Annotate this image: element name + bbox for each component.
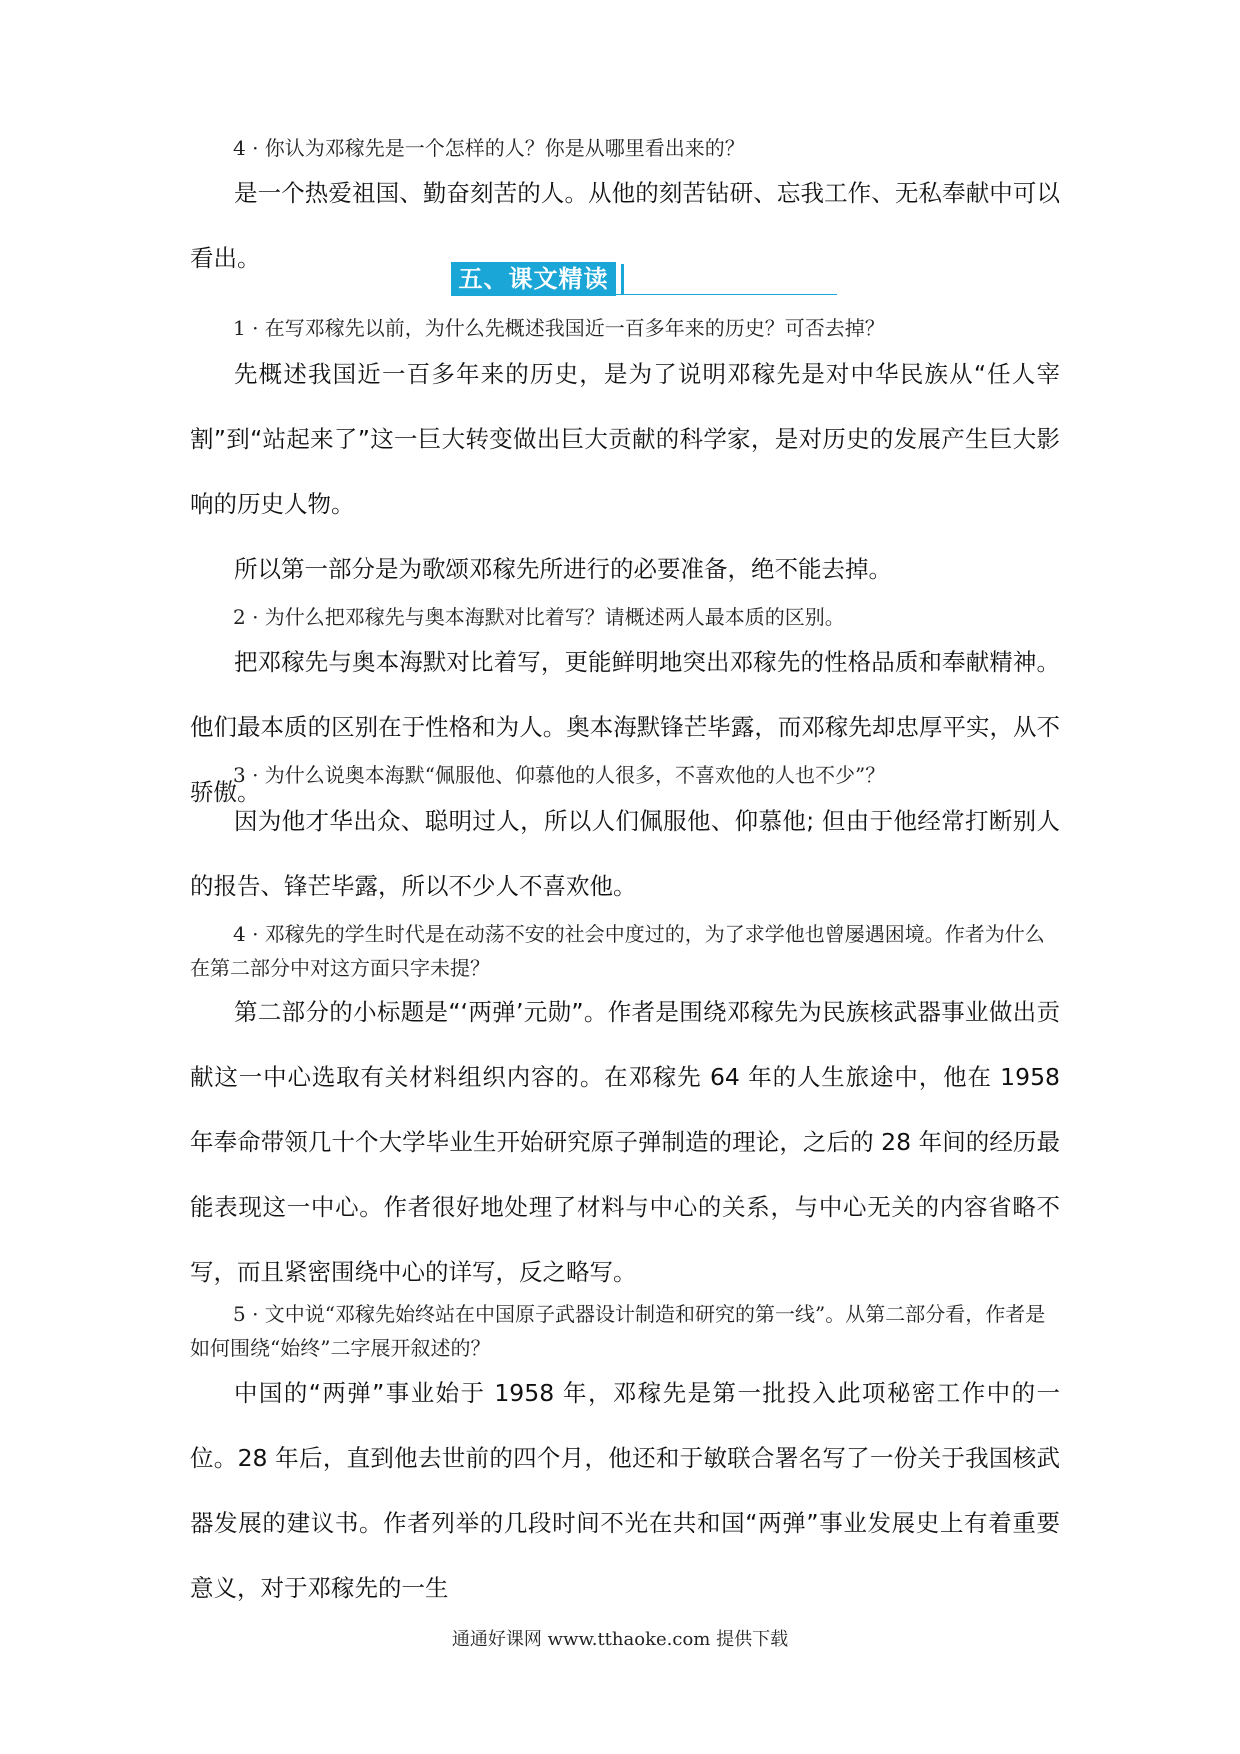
question-5: 5 · 文中说“邓稼先始终站在中国原子武器设计制造和研究的第一线”。从第二部分看，作者是如何围绕“始终”二字展开叙述的？ [190, 1302, 1046, 1360]
answer-1-conclusion: 所以第一部分是为歌颂邓稼先所进行的必要准备，绝不能去掉。 [234, 555, 892, 583]
page-footer: 通通好课网 www.tthaoke.com 提供下载 [451, 1629, 789, 1650]
section-bar [621, 264, 624, 294]
answer-4: 第二部分的小标题是“‘两弹’元勋”。作者是围绕邓稼先为民族核武器事业做出贡献这一中心选取有关材料组织内容的。在邓稼先 64 年的人生旅途中，他在 1958 年奉命带领几十个大学毕业生开始研究原子弹制造的理论，之后的 28 年间的经历最能表现这一中心。作者很好地处理了材料与中心的关系，与中心无关的内容省略不写，而且紧密围绕中心的详写，反之略写。 [190, 998, 1060, 1286]
answer-2: 把邓稼先与奥本海默对比着写，更能鲜明地突出邓稼先的性格品质和奉献精神。他们最本质的区别在于性格和为人。奥本海默锋芒毕露，而邓稼先却忠厚平实，从不骄傲。 [190, 648, 1060, 806]
question-2: 2 · 为什么把邓稼先与奥本海默对比着写？请概述两人最本质的区别。 [233, 605, 845, 629]
section-underline [616, 294, 837, 295]
question-3: 3 · 为什么说奥本海默“佩服他、仰慕他的人很多，不喜欢他的人也不少”？ [233, 763, 886, 787]
answer-3: 因为他才华出众、聪明过人，所以人们佩服他、仰慕他; 但由于他经常打断别人的报告、锋芒毕露，所以不少人不喜欢他。 [190, 807, 1060, 900]
section-title: 五、课文精读 [451, 262, 616, 296]
answer-4-prev: 是一个热爱祖国、勤奋刻苦的人。从他的刻苦钻研、忘我工作、无私奉献中可以看出。 [190, 179, 1060, 272]
answer-5: 中国的“两弹”事业始于 1958 年，邓稼先是第一批投入此项秘密工作中的一位。28 年后，直到他去世前的四个月，他还和于敏联合署名写了一份关于我国核武器发展的建议书。作者列举的几段时间不光在共和国“两弹”事业发展史上有着重要意义，对于邓稼先的一生 [190, 1379, 1060, 1602]
answer-1: 先概述我国近一百多年来的历史，是为了说明邓稼先是对中华民族从“任人宰割”到“站起来了”这一巨大转变做出巨大贡献的科学家，是对历史的发展产生巨大影响的历史人物。 [190, 360, 1060, 518]
question-4: 4 · 邓稼先的学生时代是在动荡不安的社会中度过的，为了求学他也曾屡遇困境。作者为什么在第二部分中对这方面只字未提？ [190, 922, 1045, 980]
question-4-prev: 4 · 你认为邓稼先是一个怎样的人？你是从哪里看出来的？ [233, 136, 745, 160]
question-1: 1 · 在写邓稼先以前，为什么先概述我国近一百多年来的历史？可否去掉？ [233, 316, 885, 340]
section-heading [451, 262, 837, 296]
